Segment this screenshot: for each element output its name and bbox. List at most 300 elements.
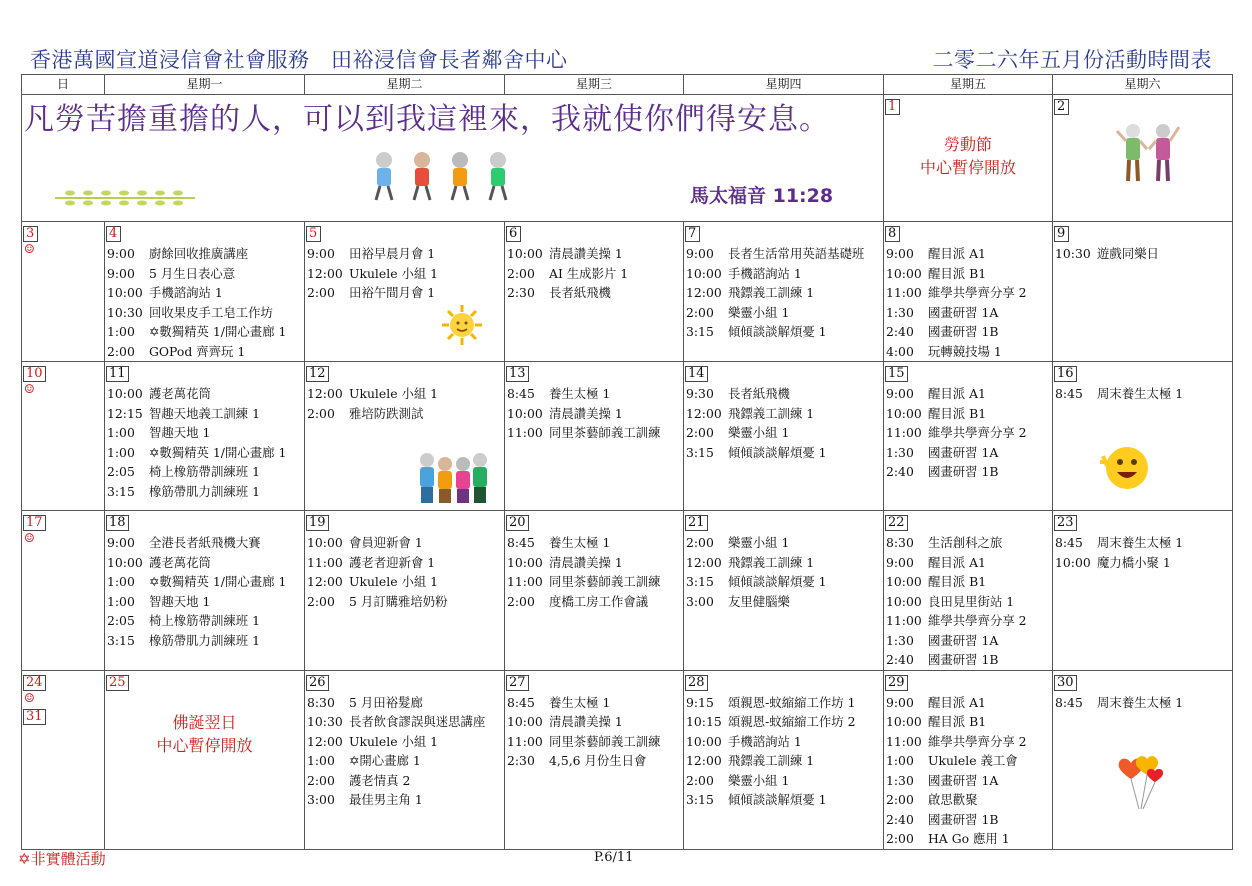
activity-name: 橡筋帶肌力訓練班 1	[149, 483, 260, 499]
week-row-5	[22, 670, 1233, 849]
activity-item	[507, 712, 683, 732]
activity-item	[107, 611, 304, 631]
activity-name: 玩轉競技場 1	[928, 343, 1002, 359]
day-number: 10	[23, 366, 46, 382]
activity-time: 10:00	[507, 405, 543, 421]
activity-item	[507, 592, 683, 612]
activity-name: 養生太極 1	[549, 694, 611, 710]
activity-time: 10:00	[107, 386, 143, 401]
activity-time: 10:15	[686, 714, 722, 729]
activity-time: 1:00	[107, 324, 135, 339]
day-number: 21	[685, 515, 708, 531]
activity-name: 智趣天地義工訓練 1	[149, 405, 260, 421]
activity-item	[886, 303, 1052, 323]
day-number: 11	[106, 366, 129, 382]
activity-time: 11:00	[886, 733, 922, 749]
day-cell-5	[305, 222, 505, 362]
activity-item	[686, 790, 883, 810]
activity-time: 9:00	[886, 246, 914, 261]
activity-name: 國畫研習 1B	[928, 811, 999, 827]
day-cell-7	[684, 222, 884, 362]
activity-name: 醒目派 A1	[928, 554, 986, 570]
activity-name: 維學共學齊分享 2	[928, 733, 1027, 749]
bible-verse: 凡勞苦擔重擔的人，可以到我這裡來，我就使你們得安息。	[24, 102, 830, 137]
activity-item	[507, 244, 683, 264]
activity-item	[886, 631, 1052, 651]
activity-name: 良田見里街站 1	[928, 593, 1015, 609]
day-number: 1	[885, 99, 900, 115]
activity-item	[107, 404, 304, 424]
activity-name: 醒目派 B1	[928, 405, 987, 421]
activity-name: 椅上橡筋帶訓練班 1	[149, 613, 260, 628]
activity-time: 12:00	[307, 574, 343, 589]
wheat-decoration-icon	[50, 187, 200, 209]
activity-item	[107, 303, 304, 323]
activity-name: 醒目派 A1	[928, 386, 986, 401]
closure-notice	[884, 133, 1052, 179]
activity-name: 同里茶藝師義工訓練	[549, 425, 661, 440]
activity-time: 1:00	[107, 425, 135, 440]
day-number: 23	[1054, 515, 1077, 531]
activity-name: 飛鏢義工訓練 1	[728, 285, 815, 300]
activity-name: 維學共學齊分享 2	[928, 613, 1027, 628]
day-cell-30	[1053, 670, 1233, 849]
activity-name: 友里健腦樂	[728, 593, 790, 609]
day-number: 12	[306, 366, 329, 382]
activity-name: 清晨讚美操 1	[549, 405, 623, 421]
activity-name: 同里茶藝師義工訓練	[549, 733, 661, 749]
day-cell-6	[505, 222, 684, 362]
activity-list	[884, 244, 1052, 361]
activity-item	[507, 693, 683, 713]
activity-name: 長者紙飛機	[549, 285, 611, 300]
activity-time: 2:00	[686, 304, 714, 320]
heart-balloons-icon	[1117, 755, 1169, 811]
activity-name: 國畫研習 1B	[928, 464, 999, 479]
activity-name: 手機諮詢站 1	[728, 733, 802, 749]
activity-time: 1:00	[307, 753, 335, 768]
activity-name: ✡數獨精英 1/開心畫廊 1	[149, 444, 287, 460]
day-cell-16	[1053, 362, 1233, 511]
activity-time: 8:45	[507, 535, 535, 550]
activity-name: 傾傾談談解煩憂 1	[728, 574, 827, 589]
activity-time: 1:30	[886, 632, 914, 648]
activity-name: 周末養生太極 1	[1097, 694, 1184, 710]
activity-item	[1055, 693, 1232, 713]
activity-time: 11:00	[507, 733, 543, 749]
activity-name: 護老萬花筒	[149, 386, 211, 401]
activity-list	[505, 533, 683, 611]
day-cell-3	[22, 222, 105, 362]
activity-time: 2:05	[107, 613, 135, 628]
weekday-fri: 星期五	[884, 75, 1053, 95]
activity-name: 手機諮詢站 1	[728, 265, 802, 281]
day-number: 20	[506, 515, 529, 531]
activity-name: 維學共學齊分享 2	[928, 285, 1027, 300]
activity-name: 度橋工房工作會議	[549, 593, 649, 609]
activity-time: 12:15	[107, 405, 143, 421]
activity-time: 8:45	[1055, 535, 1083, 550]
activity-list	[305, 533, 504, 611]
activity-time: 11:00	[886, 425, 922, 440]
activity-name: 國畫研習 1A	[928, 304, 999, 320]
day-number: 9	[1054, 226, 1069, 242]
activity-time: 3:00	[686, 593, 714, 609]
activity-time: 9:00	[307, 246, 335, 261]
activity-name: AI 生成影片 1	[549, 265, 629, 281]
activity-time: 10:00	[107, 285, 143, 300]
online-activity-legend: ✡非實體活動	[18, 850, 106, 868]
verse-cell	[22, 95, 884, 222]
day-number: 17	[23, 515, 46, 531]
activity-time: 2:00	[307, 593, 335, 609]
activity-name: 廚餘回收推廣講座	[149, 246, 249, 261]
activity-list	[684, 384, 883, 462]
activity-time: 1:00	[886, 753, 914, 768]
activity-name: 國畫研習 1B	[928, 324, 999, 339]
activity-time: 3:15	[686, 324, 714, 339]
activity-time: 9:00	[886, 694, 914, 710]
activity-time: 8:45	[507, 386, 535, 401]
activity-time: 3:15	[686, 444, 714, 460]
day-number: 4	[106, 226, 121, 242]
activity-list	[305, 693, 504, 810]
activity-item	[686, 592, 883, 612]
day-cell-24-31	[22, 670, 105, 849]
day-number: 6	[506, 226, 521, 242]
activity-item	[886, 712, 1052, 732]
activity-time: 2:40	[886, 324, 914, 339]
activity-time: 1:00	[107, 593, 135, 609]
activity-name: 魔力橋小聚 1	[1097, 554, 1171, 570]
week-row-4	[22, 511, 1233, 671]
activity-item	[307, 264, 504, 284]
activity-name: 智趣天地 1	[149, 593, 211, 609]
activity-time: 12:00	[307, 386, 343, 401]
activity-item	[307, 283, 504, 303]
activity-item	[1055, 244, 1232, 264]
activity-name: Ukulele 小組 1	[349, 386, 439, 401]
activity-name: Ukulele 小組 1	[349, 733, 439, 749]
activity-time: 2:40	[886, 464, 914, 479]
activity-time: 2:00	[307, 405, 335, 421]
activity-item	[107, 592, 304, 612]
day-number: 5	[306, 226, 321, 242]
activity-list	[1053, 244, 1232, 264]
smiley-icon: ☺	[24, 382, 35, 396]
activity-time: 10:00	[886, 714, 922, 729]
activity-time: 2:00	[307, 285, 335, 300]
activity-name: 周末養生太極 1	[1097, 386, 1184, 401]
weekday-thu: 星期四	[684, 75, 884, 95]
day-number: 2	[1054, 99, 1069, 115]
activity-item	[886, 443, 1052, 463]
day-cell-19	[305, 511, 505, 671]
activity-item	[886, 553, 1052, 573]
activity-time: 3:15	[107, 632, 135, 648]
activity-item	[886, 771, 1052, 791]
activity-item	[107, 482, 304, 502]
activity-item	[107, 283, 304, 303]
activity-time: 11:00	[507, 574, 543, 589]
activity-item	[307, 572, 504, 592]
activity-time: 1:30	[886, 304, 914, 320]
activity-time: 9:00	[886, 554, 914, 570]
activity-time: 12:00	[307, 265, 343, 281]
activity-time: 3:15	[107, 483, 135, 499]
day-cell-27	[505, 670, 684, 849]
activity-name: 清晨讚美操 1	[549, 554, 623, 570]
day-number: 16	[1054, 366, 1077, 382]
activity-name: Ukulele 義工會	[928, 753, 1018, 768]
activity-item	[307, 732, 504, 752]
activity-item	[307, 693, 504, 713]
activity-item	[307, 751, 504, 771]
activity-item	[107, 423, 304, 443]
activity-list	[505, 384, 683, 443]
activity-time: 12:00	[307, 733, 343, 749]
day-number: 18	[106, 515, 129, 531]
holiday-name: 佛誕翌日	[172, 712, 237, 732]
day-cell-14	[684, 362, 884, 511]
day-cell-28	[684, 670, 884, 849]
activity-time: 1:30	[886, 772, 914, 788]
day-cell-18	[105, 511, 305, 671]
activity-time: 2:00	[686, 425, 714, 440]
activity-item	[886, 572, 1052, 592]
activity-time: 10:00	[507, 714, 543, 729]
activity-name: 回收果皮手工皂工作坊	[149, 304, 273, 320]
activity-item	[686, 244, 883, 264]
day-cell-26	[305, 670, 505, 849]
activity-name: 樂靈小組 1	[728, 535, 790, 550]
activity-item	[886, 404, 1052, 424]
activity-item	[307, 712, 504, 732]
activity-time: 10:00	[886, 593, 922, 609]
activity-item	[686, 533, 883, 553]
activity-item	[507, 404, 683, 424]
activity-name: 國畫研習 1B	[928, 652, 999, 667]
activity-item	[886, 384, 1052, 404]
activity-name: ✡數獨精英 1/開心畫廊 1	[149, 574, 287, 589]
activity-item	[886, 790, 1052, 810]
activity-item	[686, 771, 883, 791]
activity-item	[107, 384, 304, 404]
activity-name: 樂靈小組 1	[728, 425, 790, 440]
activity-name: 手機諮詢站 1	[149, 285, 223, 300]
activity-item	[507, 533, 683, 553]
day-number: 8	[885, 226, 900, 242]
activity-time: 3:15	[686, 574, 714, 589]
activity-item	[1055, 533, 1232, 553]
day-cell-21	[684, 511, 884, 671]
activity-item	[307, 244, 504, 264]
day-cell-12	[305, 362, 505, 511]
activity-time: 10:00	[107, 554, 143, 570]
week-row-1	[22, 95, 1233, 222]
activity-name: 飛鏢義工訓練 1	[728, 405, 815, 421]
activity-item	[507, 283, 683, 303]
activity-time: 1:30	[886, 444, 914, 460]
activity-item	[686, 404, 883, 424]
activity-list	[105, 533, 304, 650]
activity-name: 全港長者紙飛機大賽	[149, 535, 261, 550]
activity-item	[886, 264, 1052, 284]
weekday-mon: 星期一	[105, 75, 305, 95]
activity-name: 5 月田裕髮廊	[349, 694, 423, 710]
activity-item	[686, 423, 883, 443]
closure-text: 中心暫停開放	[919, 158, 1016, 177]
activity-name: 醒目派 A1	[928, 694, 986, 710]
activity-name: ✡開心畫廊 1	[349, 753, 421, 768]
activity-name: 5 月訂購雅培奶粉	[349, 593, 448, 609]
smiley-icon: ☺	[24, 690, 35, 705]
activity-time: 1:00	[107, 574, 135, 589]
day-cell-9	[1053, 222, 1233, 362]
page-number: P.6/11	[594, 850, 634, 865]
activity-time: 9:00	[107, 265, 135, 281]
weekday-sun: 日	[22, 75, 105, 95]
activity-name: 清晨讚美操 1	[549, 246, 623, 261]
activity-item	[307, 771, 504, 791]
smiley-icon: ☺	[24, 531, 35, 545]
activity-list	[884, 693, 1052, 849]
activity-name: 會員迎新會 1	[349, 535, 423, 550]
day-number: 28	[685, 675, 708, 691]
activity-time: 10:00	[886, 265, 922, 281]
activity-item	[686, 283, 883, 303]
activity-name: 樂靈小組 1	[728, 304, 790, 320]
activity-item	[886, 693, 1052, 713]
activity-item	[107, 553, 304, 573]
activity-time: 2:00	[686, 772, 714, 788]
activity-name: 橡筋帶肌力訓練班 1	[149, 632, 260, 648]
activity-item	[886, 342, 1052, 362]
activity-time: 9:30	[686, 386, 714, 401]
activity-name: 椅上橡筋帶訓練班 1	[149, 464, 260, 479]
activity-name: 頌親恩-蚊縮縮工作坊 2	[728, 714, 856, 729]
day-cell-4	[105, 222, 305, 362]
activity-name: 養生太極 1	[549, 386, 611, 401]
activity-item	[686, 322, 883, 342]
activity-item	[886, 462, 1052, 482]
day-cell-20	[505, 511, 684, 671]
activity-item	[886, 244, 1052, 264]
month-title: 二零二六年五月份活動時間表	[932, 48, 1212, 72]
activity-name: Ukulele 小組 1	[349, 574, 439, 589]
activity-item	[107, 572, 304, 592]
sun-icon	[441, 304, 483, 346]
activity-item	[886, 592, 1052, 612]
activity-name: 醒目派 B1	[928, 265, 987, 281]
activity-item	[507, 264, 683, 284]
activity-name: 醒目派 B1	[928, 574, 987, 589]
activity-item	[886, 322, 1052, 342]
activity-list	[305, 384, 504, 423]
activity-item	[307, 592, 504, 612]
activity-time: 8:45	[507, 694, 535, 710]
day-number: 7	[685, 226, 700, 242]
activity-time: 11:00	[307, 554, 343, 570]
activity-item	[886, 650, 1052, 670]
activity-name: 田裕早晨月會 1	[349, 246, 436, 261]
activity-name: 維學共學齊分享 2	[928, 425, 1027, 440]
activity-item	[686, 443, 883, 463]
activity-item	[307, 533, 504, 553]
weekday-header-row	[22, 75, 1233, 95]
activity-time: 10:00	[886, 574, 922, 589]
activity-name: 護老者迎新會 1	[349, 554, 436, 570]
activity-item	[1055, 553, 1232, 573]
elderly-exercise-couple-icon	[1115, 121, 1181, 183]
week-row-3	[22, 362, 1233, 511]
activity-name: GOPod 齊齊玩 1	[149, 343, 246, 359]
activity-item	[686, 384, 883, 404]
activity-item	[307, 553, 504, 573]
activity-name: 護老情真 2	[349, 772, 411, 788]
smiley-face-icon	[1097, 442, 1153, 492]
activity-item	[686, 693, 883, 713]
activity-name: 傾傾談談解煩憂 1	[728, 444, 827, 460]
activity-list	[684, 244, 883, 342]
day-number: 14	[685, 366, 708, 382]
day-number: 13	[506, 366, 529, 382]
activity-time: 12:00	[686, 285, 722, 300]
activity-time: 9:00	[107, 246, 135, 261]
activity-time: 10:30	[107, 304, 143, 320]
day-number: 15	[885, 366, 908, 382]
activity-item	[107, 462, 304, 482]
activity-item	[107, 244, 304, 264]
day-cell-23	[1053, 511, 1233, 671]
activity-item	[507, 384, 683, 404]
activity-name: 傾傾談談解煩憂 1	[728, 792, 827, 807]
activity-name: 遊戲同樂日	[1097, 246, 1159, 261]
activity-time: 4:00	[886, 343, 914, 359]
activity-name: 養生太極 1	[549, 535, 611, 550]
activity-item	[307, 790, 504, 810]
day-number: 3	[23, 226, 38, 242]
activity-time: 12:00	[686, 405, 722, 421]
elderly-group-icon	[415, 450, 491, 506]
activity-name: 長者飲食謬誤與迷思講座	[349, 714, 486, 729]
activity-list	[1053, 384, 1232, 404]
activity-time: 10:00	[686, 733, 722, 749]
activity-list	[505, 693, 683, 771]
activity-list	[105, 244, 304, 361]
activity-name: 田裕午間月會 1	[349, 285, 436, 300]
day-cell-17	[22, 511, 105, 671]
activity-time: 10:00	[886, 405, 922, 421]
day-cell-13	[505, 362, 684, 511]
day-number: 24	[23, 675, 46, 691]
activity-time: 1:00	[107, 444, 135, 460]
activity-list	[505, 244, 683, 303]
activity-item	[107, 264, 304, 284]
activity-item	[886, 751, 1052, 771]
activity-time: 11:00	[507, 425, 543, 440]
activity-time: 10:00	[1055, 554, 1091, 570]
activity-item	[686, 553, 883, 573]
activity-time: 10:00	[307, 535, 343, 550]
day-number: 19	[306, 515, 329, 531]
activity-name: 雅培防跌測試	[349, 405, 424, 421]
day-cell-10	[22, 362, 105, 511]
activity-time: 11:00	[886, 285, 922, 300]
activity-item	[686, 572, 883, 592]
activity-name: 傾傾談談解煩憂 1	[728, 324, 827, 339]
org-title: 香港萬國宣道浸信會社會服務 田裕浸信會長者鄰舍中心	[30, 48, 568, 72]
